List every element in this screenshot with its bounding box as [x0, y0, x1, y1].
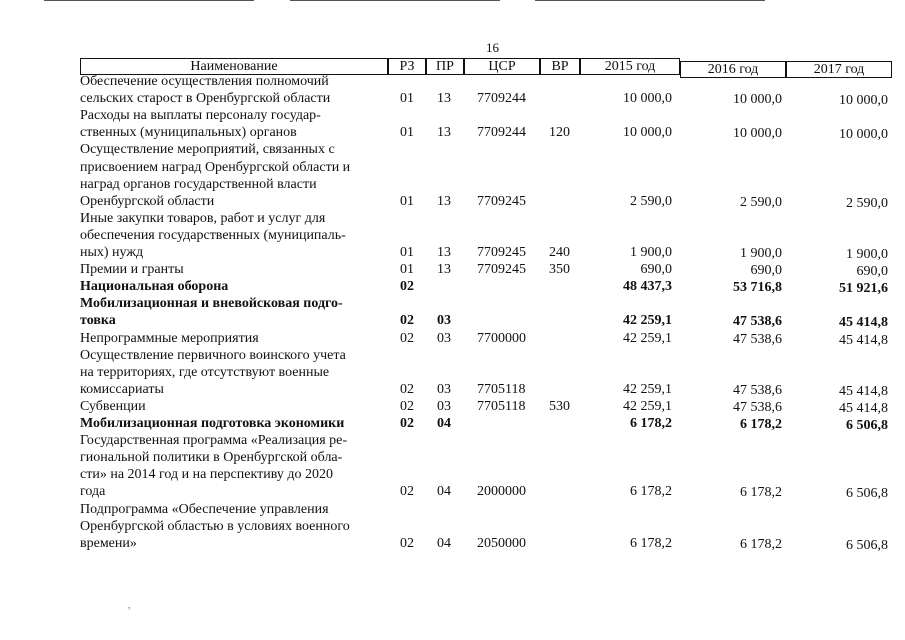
cell-y2017: 690,0: [856, 264, 888, 280]
row-name-line: Подпрограмма «Обеспечение управления: [80, 501, 329, 517]
header-2016: 2016 год: [680, 61, 786, 78]
row-name-line: на территориях, где отсутствуют военные: [80, 364, 330, 380]
row-name-line: Оренбургской областью в условиях военного: [80, 518, 350, 534]
cell-y2015: 6 178,2: [630, 416, 672, 431]
row-name-line: Иные закупки товаров, работ и услуг для: [80, 210, 326, 226]
cell-y2015: 6 178,2: [630, 484, 672, 500]
cell-y2017: 1 900,0: [846, 247, 888, 262]
cell-vr: 530: [549, 398, 570, 414]
cell-y2016: 2 590,0: [740, 194, 782, 210]
row-name-line: Национальная оборона: [80, 279, 229, 295]
cell-y2017: 6 506,8: [846, 418, 888, 433]
header-rz: РЗ: [388, 58, 426, 75]
cell-pr: 04: [437, 535, 451, 551]
header-vr: ВР: [540, 58, 580, 75]
scan-mark: ,: [128, 600, 131, 611]
cell-pr: 03: [437, 330, 451, 346]
cell-y2015: 690,0: [640, 262, 672, 278]
cell-csr: 7709245: [477, 245, 526, 260]
page-number: 16: [486, 40, 499, 55]
cell-pr: 04: [437, 416, 451, 431]
cell-y2016: 6 178,2: [740, 536, 782, 552]
cell-csr: 7709244: [477, 125, 526, 141]
header-2017: 2017 год: [786, 61, 892, 78]
cell-y2017: 45 414,8: [839, 400, 888, 416]
row-name-line: ных) нужд: [80, 245, 144, 260]
cell-rz: 01: [400, 245, 414, 260]
header-csr: ЦСР: [464, 58, 540, 75]
cell-y2017: 6 506,8: [846, 486, 888, 502]
cell-csr: 7705118: [477, 398, 526, 414]
row-name-line: Осуществление первичного воинского учета: [80, 347, 346, 363]
top-rule-mid: [290, 0, 500, 1]
cell-y2016: 47 538,6: [733, 331, 782, 347]
cell-pr: 03: [437, 381, 451, 397]
row-name-line: Субвенции: [80, 398, 146, 414]
cell-vr: 240: [549, 245, 570, 260]
cell-vr: 350: [549, 262, 570, 278]
cell-y2015: 42 259,1: [623, 313, 672, 329]
cell-y2016: 47 538,6: [733, 399, 782, 415]
row-name-line: Обеспечение осуществления полномочий: [80, 74, 329, 89]
cell-y2017: 45 414,8: [839, 383, 888, 399]
row-name-line: Мобилизационная подготовка экономики: [80, 416, 345, 431]
row-name-line: Оренбургской области: [80, 193, 215, 209]
cell-y2016: 6 178,2: [740, 485, 782, 501]
row-name-line: года: [80, 484, 106, 500]
cell-rz: 01: [400, 125, 414, 141]
row-name-line: времени»: [80, 535, 137, 551]
cell-y2016: 690,0: [750, 263, 782, 279]
cell-y2015: 10 000,0: [623, 91, 672, 107]
cell-y2016: 47 538,6: [733, 382, 782, 398]
row-name-line: гиональной политики в Оренбургской обла-: [80, 450, 343, 466]
cell-y2015: 1 900,0: [630, 245, 672, 260]
cell-pr: 13: [437, 262, 451, 278]
cell-y2015: 42 259,1: [623, 330, 672, 346]
row-name-line: сельских старост в Оренбургской области: [80, 91, 331, 107]
cell-vr: 120: [549, 125, 570, 141]
cell-rz: 01: [400, 91, 414, 107]
cell-rz: 02: [400, 381, 414, 397]
cell-rz: 01: [400, 193, 414, 209]
header-name: Наименование: [80, 58, 388, 75]
row-name-line: ственных (муниципальных) органов: [80, 125, 297, 141]
cell-y2016: 6 178,2: [740, 417, 782, 432]
cell-csr: 7709245: [477, 193, 526, 209]
cell-rz: 02: [400, 535, 414, 551]
cell-csr: 7709245: [477, 262, 526, 278]
cell-y2017: 10 000,0: [839, 93, 888, 109]
cell-y2015: 10 000,0: [623, 125, 672, 141]
cell-csr: 2000000: [477, 484, 526, 500]
cell-rz: 02: [400, 279, 414, 295]
cell-y2017: 2 590,0: [846, 195, 888, 211]
row-name-line: Осуществление мероприятий, связанных с: [80, 142, 335, 158]
cell-y2017: 51 921,6: [839, 281, 888, 297]
cell-csr: 7709244: [477, 91, 526, 107]
cell-rz: 02: [400, 313, 414, 329]
cell-rz: 02: [400, 330, 414, 346]
cell-csr: 7705118: [477, 381, 526, 397]
row-name-line: Мобилизационная и вневойсковая подго-: [80, 296, 343, 312]
row-name-line: Расходы на выплаты персоналу государ-: [80, 108, 321, 124]
cell-pr: 13: [437, 91, 451, 107]
cell-rz: 02: [400, 398, 414, 414]
cell-pr: 03: [437, 398, 451, 414]
cell-rz: 02: [400, 484, 414, 500]
row-name-line: присвоением наград Оренбургской области и: [80, 159, 351, 175]
cell-csr: 7700000: [477, 330, 526, 346]
cell-y2017: 45 414,8: [839, 332, 888, 348]
cell-y2015: 48 437,3: [623, 279, 672, 295]
row-name-line: сти» на 2014 год и на перспективу до 2020: [80, 467, 333, 483]
row-name-line: товка: [80, 313, 116, 329]
row-name-line: Государственная программа «Реализация ре-: [80, 433, 348, 449]
cell-y2015: 6 178,2: [630, 535, 672, 551]
cell-pr: 04: [437, 484, 451, 500]
cell-pr: 13: [437, 245, 451, 260]
row-name-line: комиссариаты: [80, 381, 164, 397]
cell-y2015: 2 590,0: [630, 193, 672, 209]
cell-pr: 03: [437, 313, 451, 329]
top-rule-left: [44, 0, 254, 1]
header-2015: 2015 год: [580, 58, 680, 75]
cell-y2015: 42 259,1: [623, 381, 672, 397]
row-name-line: Непрограммные мероприятия: [80, 330, 259, 346]
row-name-line: Премии и гранты: [80, 262, 184, 278]
top-rule-right: [535, 0, 765, 1]
header-pr: ПР: [426, 58, 464, 75]
cell-y2016: 10 000,0: [733, 126, 782, 142]
cell-y2015: 42 259,1: [623, 398, 672, 414]
row-name-line: обеспечения государственных (муниципаль-: [80, 227, 346, 243]
cell-y2016: 53 716,8: [733, 280, 782, 296]
cell-pr: 13: [437, 193, 451, 209]
cell-pr: 13: [437, 125, 451, 141]
cell-csr: 2050000: [477, 535, 526, 551]
cell-y2017: 45 414,8: [839, 315, 888, 331]
cell-y2016: 1 900,0: [740, 246, 782, 261]
cell-y2016: 10 000,0: [733, 92, 782, 108]
row-name-line: наград органов государственной власти: [80, 176, 317, 192]
cell-rz: 02: [400, 416, 414, 431]
cell-rz: 01: [400, 262, 414, 278]
cell-y2017: 10 000,0: [839, 127, 888, 143]
cell-y2017: 6 506,8: [846, 537, 888, 553]
cell-y2016: 47 538,6: [733, 314, 782, 330]
